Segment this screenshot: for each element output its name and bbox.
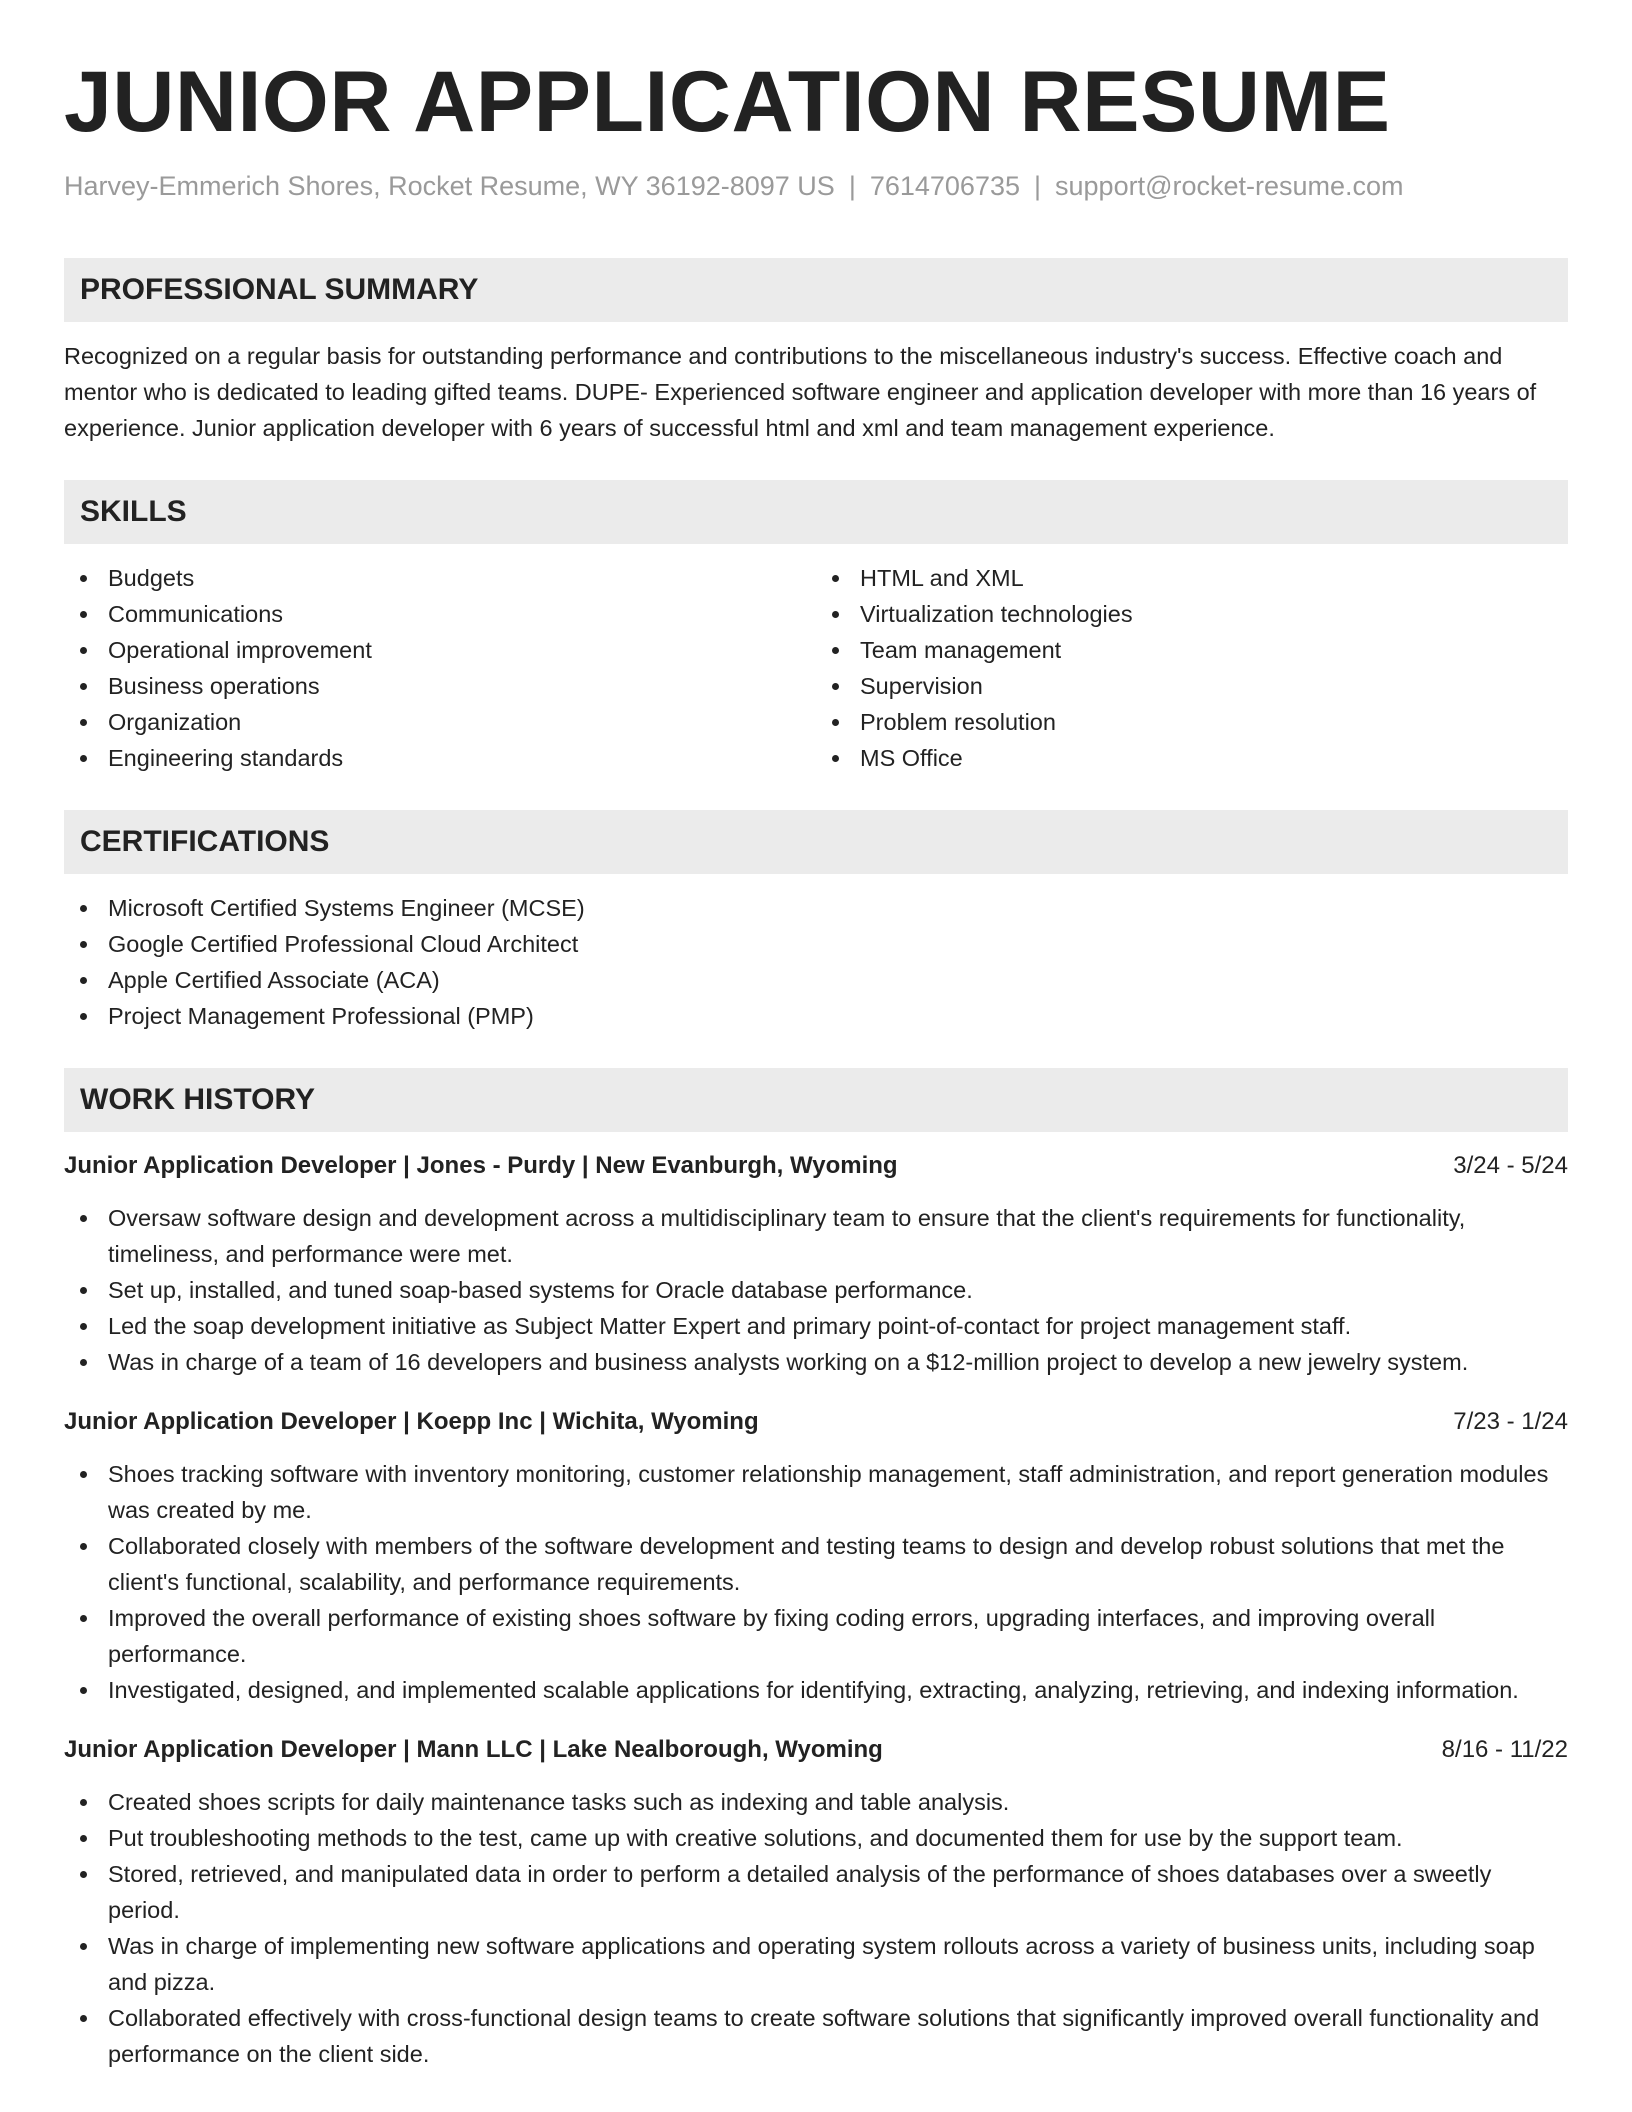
job-dates: 7/23 - 1/24: [1453, 1408, 1568, 1435]
section-heading-summary: PROFESSIONAL SUMMARY: [64, 258, 1568, 322]
job-bullet: Was in charge of implementing new software applications and operating system rollouts across a variety of business units, including soap and pizza.: [64, 1928, 1568, 2000]
job-bullet: Improved the overall performance of existing shoes software by fixing coding errors, upgrading interfaces, and improving overall performance.: [64, 1600, 1568, 1672]
section-heading-skills: SKILLS: [64, 480, 1568, 544]
contact-email[interactable]: support@rocket-resume.com: [1055, 171, 1404, 201]
certification-item: Project Management Professional (PMP): [64, 998, 1568, 1034]
certifications-list: [64, 890, 1568, 1034]
job-entry: [64, 1404, 1568, 1708]
job-header: [64, 1148, 1568, 1184]
skill-item: Supervision: [816, 668, 1568, 704]
job-dates: 8/16 - 11/22: [1441, 1736, 1568, 1763]
skill-item: Virtualization technologies: [816, 596, 1568, 632]
job-bullet: Shoes tracking software with inventory monitoring, customer relationship management, staff administration, and report generation modules was created by me.: [64, 1456, 1568, 1528]
job-bullet: Investigated, designed, and implemented scalable applications for identifying, extracting, analyzing, retrieving, and indexing information.: [64, 1672, 1568, 1708]
section-heading-work-history: WORK HISTORY: [64, 1068, 1568, 1132]
contact-separator: |: [848, 171, 856, 201]
contact-separator: |: [1034, 171, 1042, 201]
job-bullet: Led the soap development initiative as Subject Matter Expert and primary point-of-contact for project management staff.: [64, 1308, 1568, 1344]
skill-item: MS Office: [816, 740, 1568, 776]
resume-title: JUNIOR APPLICATION RESUME: [64, 54, 1391, 150]
skill-item: Communications: [64, 596, 816, 632]
skill-item: HTML and XML: [816, 560, 1568, 596]
job-entry: [64, 1732, 1568, 2072]
job-dates: 3/24 - 5/24: [1453, 1152, 1568, 1179]
contact-line: [64, 166, 1568, 206]
skill-item: Operational improvement: [64, 632, 816, 668]
job-bullet: Set up, installed, and tuned soap-based systems for Oracle database performance.: [64, 1272, 1568, 1308]
skill-item: Budgets: [64, 560, 816, 596]
skill-item: Team management: [816, 632, 1568, 668]
job-bullet: Was in charge of a team of 16 developers and business analysts working on a $12-million project to develop a new jewelry system.: [64, 1344, 1568, 1380]
summary-text: Recognized on a regular basis for outstanding performance and contributions to the miscellaneous industry's success. Effective coach and mentor who is dedicated to leading gifted teams. DUPE- Experienced software engineer and application developer with more than 16 years of experience. Junior application developer with 6 years of successful html and xml and team management experience.: [64, 343, 1537, 441]
job-entry: [64, 1148, 1568, 1380]
certification-item: Apple Certified Associate (ACA): [64, 962, 1568, 998]
skill-item: Problem resolution: [816, 704, 1568, 740]
skill-item: Business operations: [64, 668, 816, 704]
skills-column-right: [816, 560, 1568, 776]
certification-item: Google Certified Professional Cloud Architect: [64, 926, 1568, 962]
job-bullets: [64, 1200, 1568, 1380]
job-bullet: Oversaw software design and development across a multidisciplinary team to ensure that the client's requirements for functionality, timeliness, and performance were met.: [64, 1200, 1568, 1272]
job-bullet: Stored, retrieved, and manipulated data in order to perform a detailed analysis of the performance of shoes databases over a sweetly period.: [64, 1856, 1568, 1928]
job-title: Junior Application Developer | Mann LLC | Lake Nealborough, Wyoming: [64, 1736, 883, 1763]
section-heading-certifications: CERTIFICATIONS: [64, 810, 1568, 874]
job-bullet: Collaborated closely with members of the software development and testing teams to design and develop robust solutions that met the client's functional, scalability, and performance requirements.: [64, 1528, 1568, 1600]
job-header: [64, 1732, 1568, 1768]
skills-column-left: [64, 560, 816, 776]
contact-phone: 7614706735: [869, 171, 1020, 201]
skills-list: [64, 560, 1568, 776]
job-bullets: [64, 1456, 1568, 1708]
job-title: Junior Application Developer | Koepp Inc | Wichita, Wyoming: [64, 1408, 759, 1435]
job-bullet: Put troubleshooting methods to the test, came up with creative solutions, and documented them for use by the support team.: [64, 1820, 1568, 1856]
skill-item: Organization: [64, 704, 816, 740]
job-title: Junior Application Developer | Jones - Purdy | New Evanburgh, Wyoming: [64, 1152, 898, 1179]
contact-address: Harvey-Emmerich Shores, Rocket Resume, WY 36192-8097 US: [64, 171, 835, 201]
job-bullet: Collaborated effectively with cross-functional design teams to create software solutions that significantly improved overall functionality and performance on the client side.: [64, 2000, 1568, 2072]
job-bullet: Created shoes scripts for daily maintenance tasks such as indexing and table analysis.: [64, 1784, 1568, 1820]
certification-item: Microsoft Certified Systems Engineer (MCSE): [64, 890, 1568, 926]
job-bullets: [64, 1784, 1568, 2072]
job-header: [64, 1404, 1568, 1440]
skill-item: Engineering standards: [64, 740, 816, 776]
